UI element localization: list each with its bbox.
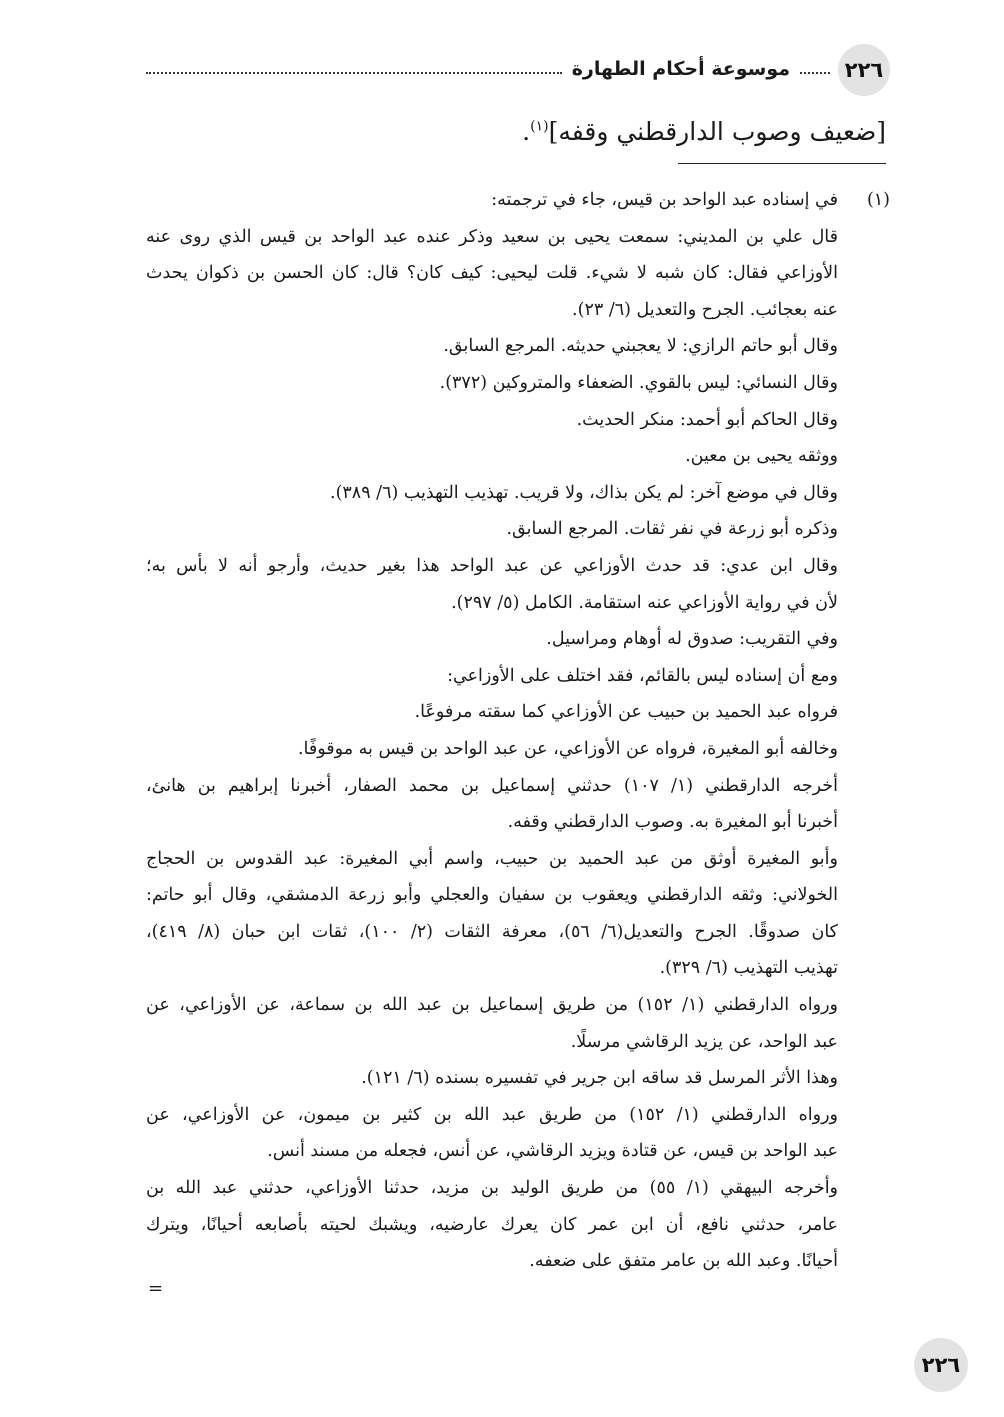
footnote-line: وهذا الأثر المرسل قد ساقه ابن جرير في تفسيره بسنده (٦/ ١٢١). — [361, 1068, 838, 1089]
footnote-line: ورواه الدارقطني (١/ ١٥٢) من طريق إسماعيل بن عبد الله بن سماعة، عن الأوزاعي، عن — [146, 995, 838, 1016]
footnote-line: وأخرجه البيهقي (١/ ٥٥) من طريق الوليد بن مزيد، حدثنا الأوزاعي، حدثني عبد الله بن — [146, 1178, 839, 1199]
footnote-line: عبد الواحد، عن يزيد الرقاشي مرسلًا. — [570, 1031, 838, 1052]
running-header — [146, 44, 890, 100]
footnote-line: وخالفه أبو المغيرة، فرواه عن الأوزاعي، عن عبد الواحد بن قيس به موقوفًا. — [297, 738, 838, 759]
continuation-mark: = — [148, 1278, 164, 1299]
footnote-line: أخبرنا أبو المغيرة به. وصوب الدارقطني وقفه. — [507, 812, 838, 833]
footnote-body — [146, 182, 838, 1280]
footnote-line: الخولاني: وثقه الدارقطني ويعقوب بن سفيان والعجلي وأبو زرعة الدمشقي، وقال أبو حاتم: — [146, 885, 838, 906]
footnote-line: وفي التقريب: صدوق له أوهام ومراسيل. — [546, 629, 838, 650]
footnote-line: وقال الحاكم أبو أحمد: منكر الحديث. — [576, 409, 838, 430]
footnote-line: عبد الواحد بن قيس، عن قتادة ويزيد الرقاشي، عن أنس، فجعله من مسند أنس. — [267, 1141, 838, 1162]
footnote-line: ورواه الدارقطني (١/ ١٥٢) من طريق عبد الله بن كثير بن ميمون، عن الأوزاعي، عن — [146, 1104, 838, 1125]
footnote-line: وقال في موضع آخر: لم يكن بذاك، ولا قريب. تهذيب التهذيب (٦/ ٣٨٩). — [330, 482, 838, 503]
footnote-line: وقال أبو حاتم الرازي: لا يعجبني حديثه. المرجع السابق. — [443, 336, 838, 357]
footnote-line: وذكره أبو زرعة في نفر ثقات. المرجع السابق. — [506, 519, 838, 540]
header-title: موسوعة أحكام الطهارة — [571, 58, 790, 80]
header-dots-right — [800, 72, 830, 74]
footnote-line: فرواه عبد الحميد بن حبيب عن الأوزاعي كما سقته مرفوعًا. — [414, 702, 838, 723]
footnote-line: قال علي بن المديني: سمعت يحيى بن سعيد وذكر عنده عبد الواحد بن قيس الذي روى عنه — [146, 226, 838, 247]
header-title-row — [146, 58, 830, 80]
footnote-line: عنه بعجائب. الجرح والتعديل (٦/ ٢٣). — [572, 299, 838, 320]
footnote-line: كان صدوقًا. الجرح والتعديل(٦/ ٥٦)، معرفة الثقات (٢/ ١٠٠)، ثقات ابن حبان (٨/ ٤١٩)، — [146, 921, 838, 942]
header-page-number: ٢٢٦ — [838, 44, 890, 96]
footnote-line: لأن في رواية الأوزاعي عنه استقامة. الكامل (٥/ ٢٩٧). — [451, 592, 838, 613]
footnote-number: (١) — [866, 190, 890, 210]
footnote-separator — [678, 163, 886, 164]
footnote-reference[interactable]: (١) — [530, 118, 549, 135]
footnote-line: وأبو المغيرة أوثق من عبد الحميد بن حبيب، واسم أبي المغيرة: عبد القدوس بن الحجاج — [146, 848, 838, 869]
header-dots-left — [146, 72, 562, 74]
footnote-line: تهذيب التهذيب (٦/ ٣٢٩). — [659, 958, 838, 979]
footer-page-number: ٢٢٦ — [914, 1338, 968, 1392]
footnote-line: ومع أن إسناده ليس بالقائم، فقد اختلف على الأوزاعي: — [447, 665, 838, 686]
footnote-line: أحيانًا. وعبد الله بن عامر متفق على ضعفه. — [529, 1251, 838, 1272]
footnote-1 — [146, 182, 890, 1280]
main-text-content: [ضعيف وصوب الدارقطني وقفه] — [548, 117, 886, 146]
footnotes — [146, 182, 890, 1280]
footnote-line: أخرجه الدارقطني (١/ ١٠٧) حدثني إسماعيل بن محمد الصفار، أخبرنا إبراهيم بن هانئ، — [146, 775, 838, 796]
main-text — [146, 112, 886, 152]
footnote-line: وقال النسائي: ليس بالقوي. الضعفاء والمتروكين (٣٧٢). — [439, 372, 838, 393]
footnote-line: وقال ابن عدي: قد حدث الأوزاعي عن عبد الواحد هذا بغير حديث، وأرجو أنه لا بأس به؛ — [146, 555, 838, 576]
main-text-end: . — [522, 117, 531, 146]
footnote-line: عامر، حدثني نافع، أن ابن عمر كان يعرك عارضيه، ويشبك لحيته بأصابعه أحيانًا، ويترك — [146, 1214, 838, 1235]
footnote-line: في إسناده عبد الواحد بن قيس، جاء في ترجمته: — [491, 190, 838, 210]
footnote-line: الأوزاعي فقال: كان شبه لا شيء. قلت ليحيى: كيف كان؟ قال: كان الحسن بن ذكوان يحدث — [146, 263, 838, 284]
footnote-line: ووثقه يحيى بن معين. — [685, 446, 838, 467]
